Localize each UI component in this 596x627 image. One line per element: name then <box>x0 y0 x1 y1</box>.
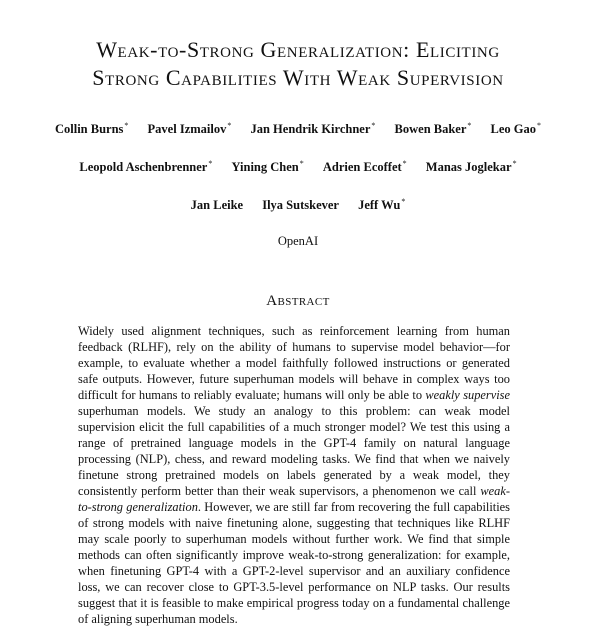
equal-contribution-mark: * <box>537 121 542 130</box>
affiliation: OpenAI <box>277 234 319 248</box>
paper-title-line-1: Weak-to-Strong Generalization: Eliciting <box>96 37 500 62</box>
author-name: Jan Hendrik Kirchner* <box>250 121 376 137</box>
author-name: Jeff Wu* <box>358 197 406 213</box>
author-name: Ilya Sutskever <box>262 198 339 213</box>
equal-contribution-mark: * <box>467 121 472 130</box>
abstract-heading: Abstract <box>266 293 330 309</box>
equal-contribution-mark: * <box>299 159 304 168</box>
author-name: Leopold Aschenbrenner* <box>79 159 213 175</box>
author-name: Bowen Baker* <box>394 121 472 137</box>
equal-contribution-mark: * <box>208 159 213 168</box>
equal-contribution-mark: * <box>371 121 376 130</box>
abstract-emphasis-weak-to-strong: weak-to-strong generalization <box>78 484 510 514</box>
paper-title <box>0 36 596 92</box>
abstract-text-part-3: . However, we are still far from recovering the full capabilities of strong models with naive finetuning alone, suggesting that techniques like RLHF may scale poorly to superhuman models without further work. We find that simple methods can often significantly improve weak-to-strong generalization: for example, when finetuning GPT-4 with a GPT-2-level supervisor and an auxiliary confidence loss, we can recover close to GPT-3.5-level performance on NLP tasks. Our results suggest that it is feasible to make empirical progress today on a fundamental challenge of aligning superhuman models. <box>78 500 510 626</box>
author-name: Pavel Izmailov* <box>147 121 232 137</box>
abstract-text-part-1: Widely used alignment techniques, such as reinforcement learning from human feedback (RLHF), rely on the ability of humans to supervise model behavior—for example, to evaluate whether a model faithfully followed instructions or generated safe outputs. However, future superhuman models will behave in complex ways too difficult for humans to reliably evaluate; humans will only be able to <box>78 324 510 402</box>
author-name: Adrien Ecoffet* <box>322 159 407 175</box>
author-name: Collin Burns* <box>54 121 129 137</box>
author-name: Leo Gao* <box>490 121 542 137</box>
author-list-row-1 <box>0 121 596 137</box>
abstract-emphasis-weakly-supervise: weakly supervise <box>425 388 510 402</box>
author-list-row-2 <box>0 159 596 175</box>
equal-contribution-mark: * <box>402 159 407 168</box>
author-list-row-3 <box>0 197 596 213</box>
paper-title-line-2: Strong Capabilities With Weak Supervision <box>92 65 504 90</box>
author-name: Manas Joglekar* <box>425 159 517 175</box>
author-name: Yining Chen* <box>231 159 304 175</box>
author-name: Jan Leike <box>190 198 244 213</box>
equal-contribution-mark: * <box>512 159 517 168</box>
equal-contribution-mark: * <box>227 121 232 130</box>
equal-contribution-mark: * <box>401 197 406 206</box>
abstract-text <box>78 323 510 627</box>
abstract-text-part-2: superhuman models. We study an analogy to this problem: can weak model supervision elicit the full capabilities of a much stronger model? We test this using a range of pretrained language models in the GPT-4 family on natural language processing (NLP), chess, and reward modeling tasks. We find that when we naively finetune strong pretrained models on labels generated by a weak model, they consistently perform better than their weak supervisors, a phenomenon we call <box>78 404 510 498</box>
equal-contribution-mark: * <box>124 121 129 130</box>
